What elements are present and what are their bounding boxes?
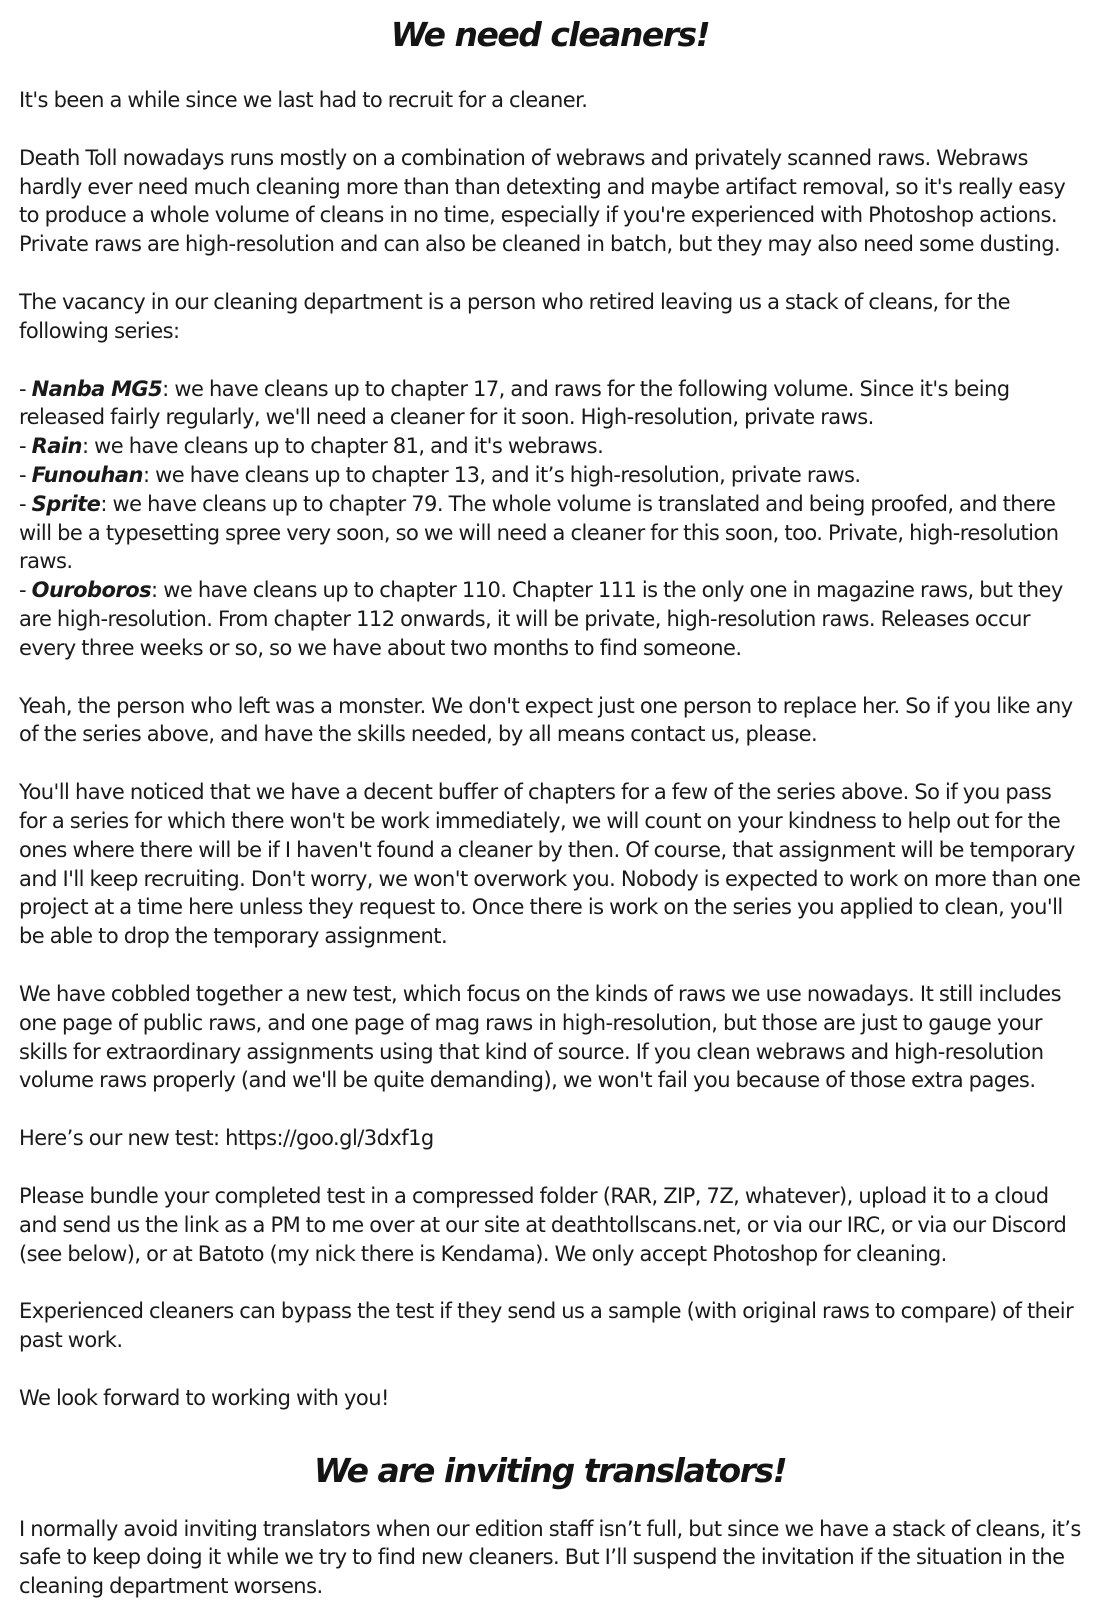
series-name: Sprite <box>31 491 101 516</box>
series-item: - Nanba MG5: we have cleans up to chapter 17, and raws for the following volume. Since it's being released fairly regularly, we'll need a cleaner for it soon. High-resolution, private raws. <box>19 376 1010 430</box>
series-name: Funouhan <box>31 462 143 487</box>
series-name: Nanba MG5 <box>31 376 163 401</box>
paragraph-forward: We look forward to working with you! <box>19 1385 389 1410</box>
paragraph-test: We have cobbled together a new test, which focus on the kinds of raws we use nowadays. It still includes one page of public raws, and one page of mag raws in high-resolution, but those are just to gauge your skills for extraordinary assignments using that kind of source. If you clean webraws and high-resolution volume raws properly (and we'll be quite demanding), we won't fail you because of those extra pages. <box>19 981 1062 1093</box>
heading-cleaners: We need cleaners! <box>390 15 710 54</box>
paragraph-experienced: Experienced cleaners can bypass the test if they send us a sample (with original raws to compare) of their past work. <box>19 1299 1074 1353</box>
paragraph-test-link: Here’s our new test: https://goo.gl/3dxf1g <box>19 1126 434 1151</box>
paragraph-raws: Death Toll nowadays runs mostly on a combination of webraws and privately scanned raws. Webraws hardly ever need much cleaning more than than detexting and maybe artifact removal, so it's really easy to produce a whole volume of cleans in no time, especially if you're experienced with Photoshop actions. Private raws are high-resolution and can also be cleaned in batch, but they may also need some dusting. <box>19 145 1066 257</box>
series-item: - Rain: we have cleans up to chapter 81, and it's webraws. <box>19 434 604 459</box>
series-name: Ouroboros <box>31 578 152 603</box>
paragraph-intro: It's been a while since we last had to recruit for a cleaner. <box>19 88 588 112</box>
series-name: Rain <box>31 434 82 459</box>
paragraph-buffer: You'll have noticed that we have a decent buffer of chapters for a few of the series above. So if you pass for a series for which there won't be work immediately, we will count on your kindness to help out for the ones where there will be if I haven't found a cleaner by then. Of course, that assignment will be temporary and I'll keep recruiting. Don't worry, we won't overwork you. Nobody is expected to work on more than one project at a time here unless they request to. Once there is work on the series you applied to clean, you'll be able to drop the temporary assignment. <box>19 780 1081 949</box>
paragraph-monster: Yeah, the person who left was a monster. We don't expect just one person to replace her. So if you like any of the series above, and have the skills needed, by all means contact us, please. <box>19 693 1073 747</box>
series-list <box>19 375 1081 663</box>
series-item: - Funouhan: we have cleans up to chapter 13, and it’s high-resolution, private raws. <box>19 462 861 487</box>
paragraph-bundle: Please bundle your completed test in a compressed folder (RAR, ZIP, 7Z, whatever), upload it to a cloud and send us the link as a PM to me over at our site at deathtollscans.net, or via our IRC, or via our Discord (see below), or at Batoto (my nick there is Kendama). We only accept Photoshop for cleaning. <box>19 1183 1067 1266</box>
series-item: - Ouroboros: we have cleans up to chapter 110. Chapter 111 is the only one in magazine raws, but they are high-resolution. From chapter 112 onwards, it will be private, high-resolution raws. Releases occur every three weeks or so, so we have about two months to find someone. <box>19 578 1063 660</box>
paragraph-translators: I normally avoid inviting translators when our edition staff isn’t full, but since we have a stack of cleans, it’s safe to keep doing it while we try to find new cleaners. But I’ll suspend the invitation if the situation in the cleaning department worsens. <box>19 1516 1081 1599</box>
paragraph-vacancy: The vacancy in our cleaning department is a person who retired leaving us a stack of cleans, for the following series: <box>19 289 1010 343</box>
heading-translators: We are inviting translators! <box>313 1450 787 1490</box>
series-item: - Sprite: we have cleans up to chapter 79. The whole volume is translated and being proofed, and there will be a typesetting spree very soon, so we will need a cleaner for this soon, too. Private, high-resolution raws. <box>19 491 1059 574</box>
